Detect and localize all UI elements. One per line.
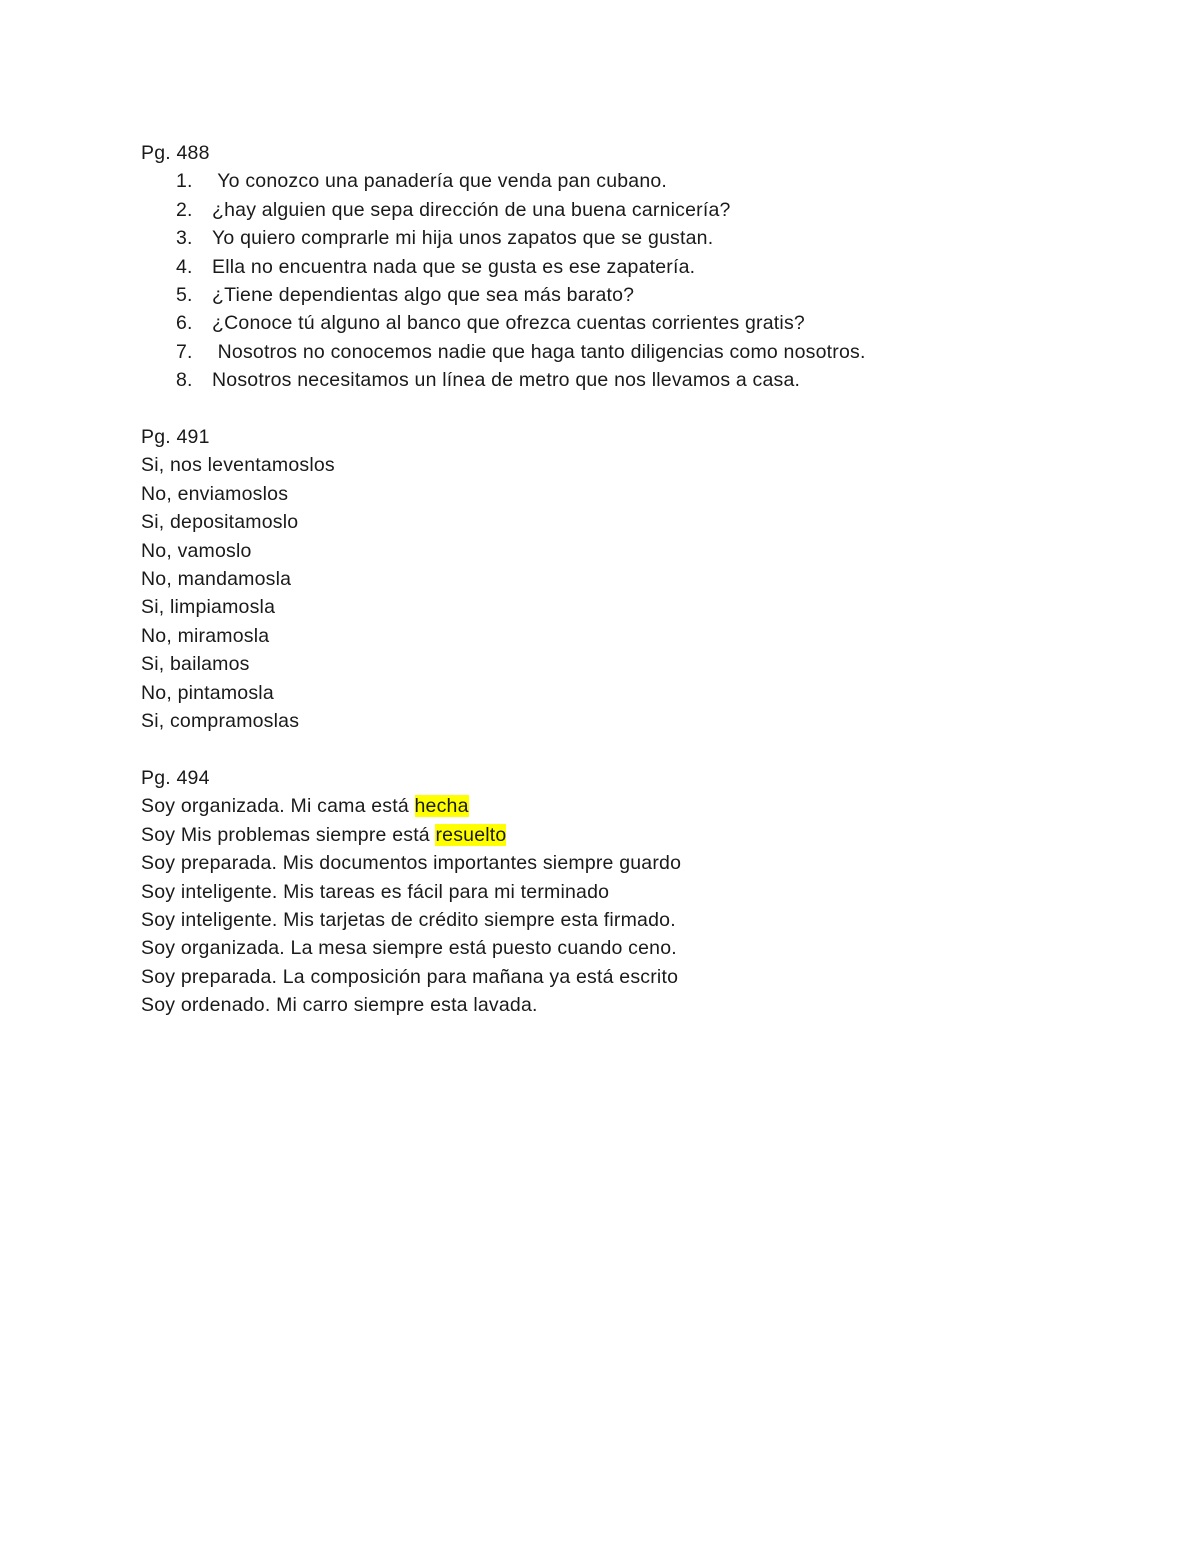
paragraph-spacer bbox=[141, 736, 1101, 764]
answer-line: Soy preparada. Mis documentos importantes siempre guardo bbox=[141, 852, 682, 875]
list-item bbox=[141, 167, 1101, 195]
list-number: 5. bbox=[176, 284, 193, 307]
list-item-text: Ella no encuentra nada que se gusta es ese zapatería. bbox=[212, 255, 696, 278]
answer-line: Soy ordenado. Mi carro siempre esta lavada. bbox=[141, 994, 538, 1017]
list-number: 7. bbox=[176, 340, 193, 363]
answer-line: No, vamoslo bbox=[141, 539, 252, 562]
answer-line: Si, nos leventamoslos bbox=[141, 454, 335, 477]
answer-line: No, pintamosla bbox=[141, 681, 274, 704]
document-page bbox=[141, 139, 1101, 1020]
list-number: 3. bbox=[176, 227, 193, 250]
list-item-text: Nosotros no conocemos nadie que haga tanto diligencias como nosotros. bbox=[212, 340, 866, 363]
list-item bbox=[141, 196, 1101, 224]
list-number: 1. bbox=[176, 170, 193, 193]
highlighted-word: resuelto bbox=[435, 823, 507, 846]
answer-line: Soy preparada. La composición para mañana ya está escrito bbox=[141, 965, 679, 988]
list-item-text: ¿Tiene dependientas algo que sea más barato? bbox=[212, 284, 635, 307]
answer-line: Soy organizada. La mesa siempre está puesto cuando ceno. bbox=[141, 937, 677, 960]
answer-text: Soy Mis problemas siempre está bbox=[141, 823, 436, 846]
list-item bbox=[141, 224, 1101, 252]
list-number: 8. bbox=[176, 369, 193, 392]
answer-line: Si, bailamos bbox=[141, 653, 250, 676]
list-number: 4. bbox=[176, 255, 193, 278]
section-heading-pg-491: Pg. 491 bbox=[141, 426, 210, 449]
answer-line: Soy inteligente. Mis tareas es fácil para mi terminado bbox=[141, 880, 610, 903]
list-item bbox=[141, 338, 1101, 366]
list-item-text: ¿Conoce tú alguno al banco que ofrezca cuentas corrientes gratis? bbox=[212, 312, 805, 335]
numbered-list-pg-488 bbox=[141, 167, 1101, 394]
answer-text: Soy organizada. Mi cama está bbox=[141, 795, 415, 818]
list-item-text: ¿hay alguien que sepa dirección de una buena carnicería? bbox=[212, 198, 731, 221]
section-heading-pg-494: Pg. 494 bbox=[141, 766, 210, 789]
list-item-text: Nosotros necesitamos un línea de metro que nos llevamos a casa. bbox=[212, 369, 801, 392]
list-number: 2. bbox=[176, 198, 193, 221]
list-number: 6. bbox=[176, 312, 193, 335]
list-item bbox=[141, 253, 1101, 281]
section-heading-pg-488: Pg. 488 bbox=[141, 142, 210, 164]
answer-line: Soy inteligente. Mis tarjetas de crédito siempre esta firmado. bbox=[141, 908, 676, 931]
answer-line: No, enviamoslos bbox=[141, 482, 289, 505]
list-item bbox=[141, 309, 1101, 337]
answer-line: No, mandamosla bbox=[141, 568, 292, 591]
answer-line: Si, compramoslas bbox=[141, 710, 300, 733]
list-item bbox=[141, 281, 1101, 309]
list-item-text: Yo conozco una panadería que venda pan cubano. bbox=[212, 170, 668, 193]
answer-line: Si, limpiamosla bbox=[141, 596, 276, 619]
answer-line bbox=[141, 792, 1101, 820]
answer-line bbox=[141, 821, 1101, 849]
answer-line: Si, depositamoslo bbox=[141, 511, 299, 534]
highlighted-word: hecha bbox=[414, 795, 469, 818]
answer-line: No, miramosla bbox=[141, 624, 270, 647]
list-item-text: Yo quiero comprarle mi hija unos zapatos que se gustan. bbox=[212, 227, 714, 250]
list-item bbox=[141, 366, 1101, 394]
paragraph-spacer bbox=[141, 395, 1101, 423]
